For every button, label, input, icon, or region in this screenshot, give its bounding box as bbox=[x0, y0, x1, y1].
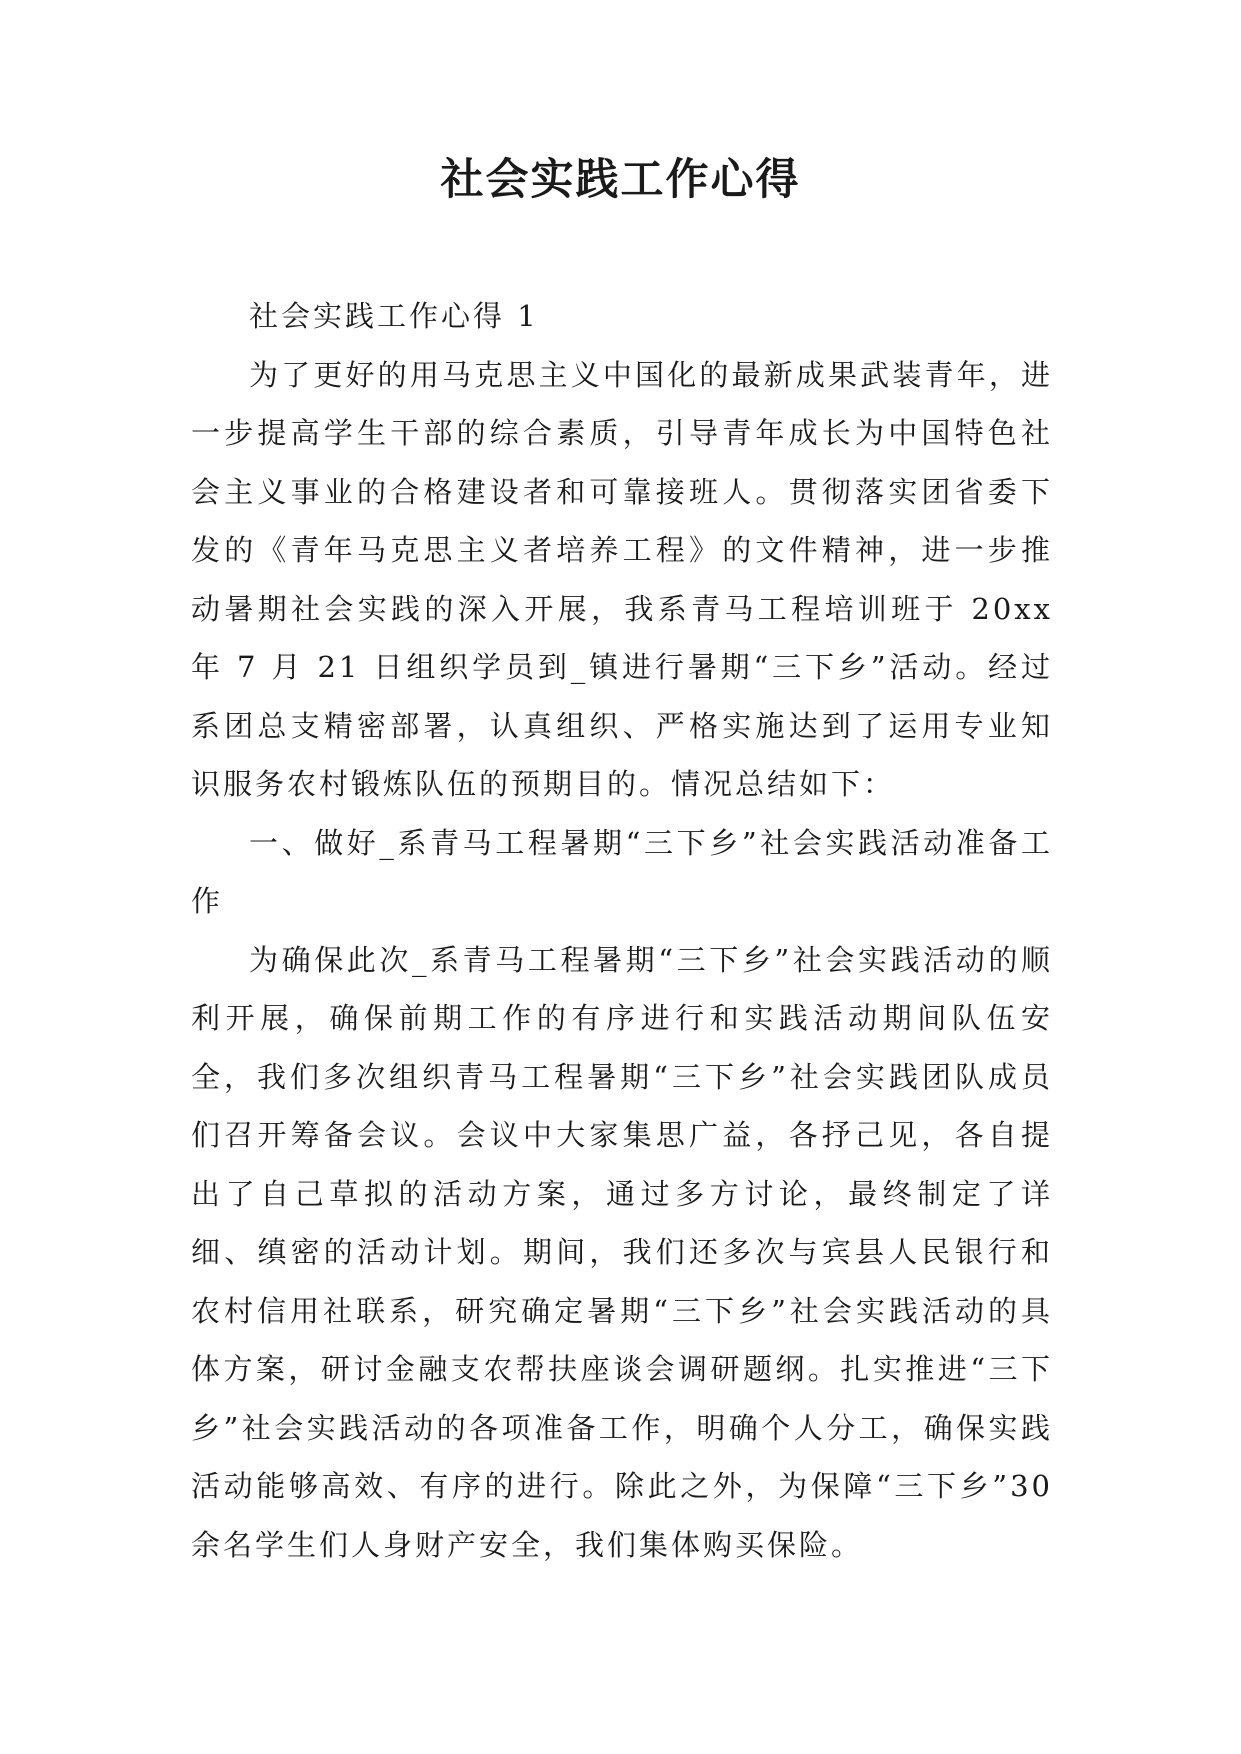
document-body bbox=[191, 287, 1053, 1574]
body-paragraph: 为了更好的用马克思主义中国化的最新成果武装青年，进一步提高学生干部的综合素质，引导青年成长为中国特色社会主义事业的合格建设者和可靠接班人。贯彻落实团省委下发的《青年马克思主义者培养工程》的文件精神，进一步推动暑期社会实践的深入开展，我系青马工程培训班于 20xx 年 7 月 21 日组织学员到_镇进行暑期“三下乡”活动。经过系团总支精密部署，认真组织、严格实施达到了运用专业知识服务农村锻炼队伍的预期目的。情况总结如下： bbox=[191, 357, 1053, 801]
section-heading: 社会实践工作心得 1 bbox=[249, 299, 539, 333]
body-paragraph: 为确保此次_系青马工程暑期“三下乡”社会实践活动的顺利开展，确保前期工作的有序进行和实践活动期间队伍安全，我们多次组织青马工程暑期“三下乡”社会实践团队成员们召开筹备会议。会议中大家集思广益，各抒己见，各自提出了自己草拟的活动方案，通过多方讨论，最终制定了详细、缜密的活动计划。期间，我们还多次与宾县人民银行和农村信用社联系，研究确定暑期“三下乡”社会实践活动的具体方案，研讨金融支农帮扶座谈会调研题纲。扎实推进“三下乡”社会实践活动的各项准备工作，明确个人分工，确保实践活动能够高效、有序的进行。除此之外，为保障“三下乡”30 余名学生们人身财产安全，我们集体购买保险。 bbox=[191, 942, 1053, 1562]
section-subheading: 一、做好_系青马工程暑期“三下乡”社会实践活动准备工作 bbox=[191, 825, 1053, 918]
document-title: 社会实践工作心得 bbox=[440, 155, 801, 205]
